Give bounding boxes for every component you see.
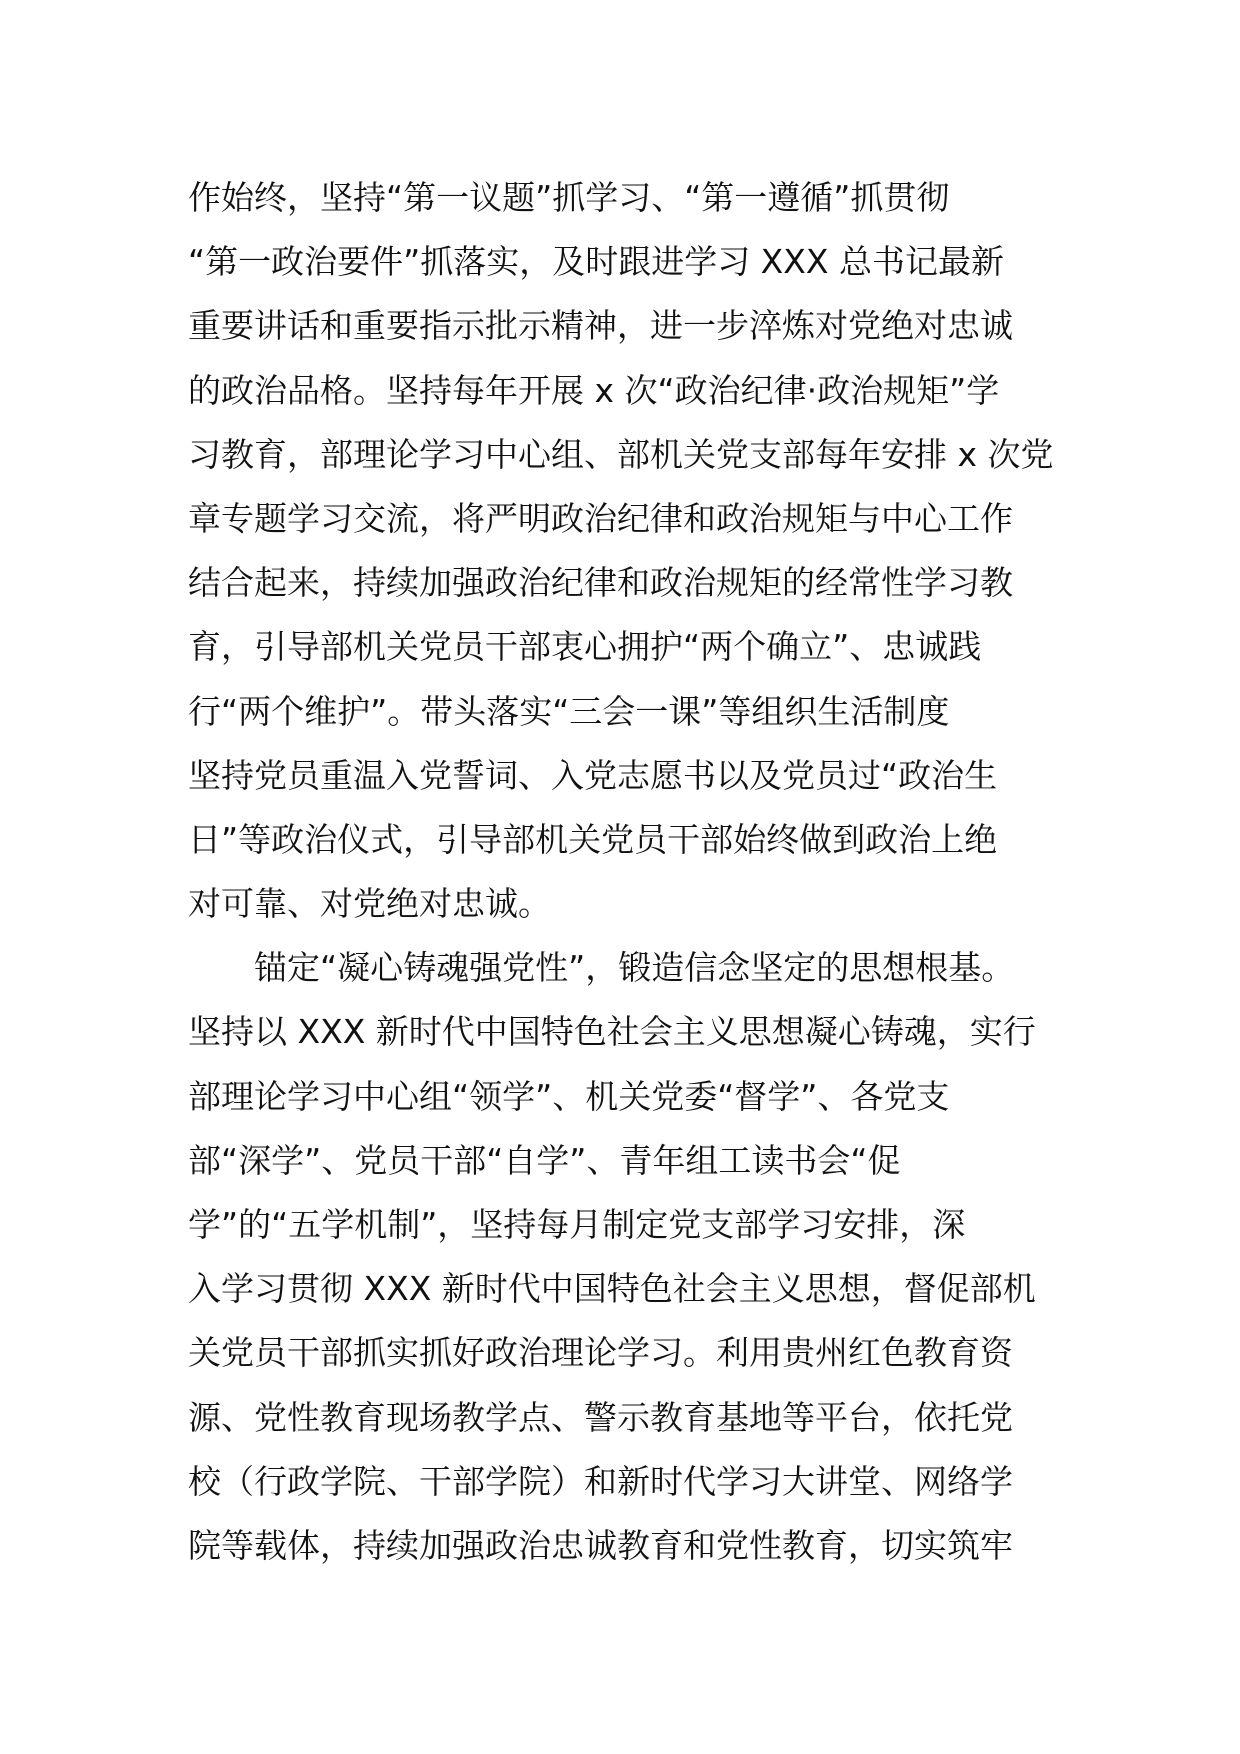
text-line: 部理论学习中心组“领学”、机关党委“督学”、各党支 bbox=[188, 1076, 950, 1116]
text-line: 部“深学”、党员干部“自学”、青年组工读书会“促 bbox=[188, 1140, 901, 1180]
text-line: 育，引导部机关党员干部衷心拥护“两个确立”、忠诚践 bbox=[188, 627, 982, 667]
text-line: 日”等政治仪式，引导部机关党员干部始终做到政治上绝 bbox=[188, 819, 998, 859]
text-line: 坚持党员重温入党誓词、入党志愿书以及党员过“政治生 bbox=[188, 755, 998, 795]
text-line: 重要讲话和重要指示批示精神，进一步淬炼对党绝对忠诚 bbox=[188, 306, 1013, 346]
text-line: 关党员干部抓实抓好政治理论学习。利用贵州红色教育资 bbox=[188, 1333, 1013, 1373]
text-line: “第一政治要件”抓落实，及时跟进学习 XXX 总书记最新 bbox=[188, 242, 1004, 282]
text-line: 对可靠、对党绝对忠诚。 bbox=[188, 884, 551, 924]
text-line: 作始终，坚持“第一议题”抓学习、“第一遵循”抓贯彻 bbox=[188, 178, 950, 217]
text-line: 习教育，部理论学习中心组、部机关党支部每年安排 x 次党 bbox=[188, 434, 1054, 474]
paragraph-heading-line: 锚定“凝心铸魂强党性”，锻造信念坚定的思想根基。 bbox=[254, 948, 1015, 988]
text-line: 结合起来，持续加强政治纪律和政治规矩的经常性学习教 bbox=[188, 563, 1013, 603]
body-text bbox=[188, 166, 1068, 1578]
text-line: 章专题学习交流，将严明政治纪律和政治规矩与中心工作 bbox=[188, 498, 1013, 538]
text-line: 源、党性教育现场教学点、警示教育基地等平台，依托党 bbox=[188, 1397, 1013, 1437]
text-line: 校（行政学院、干部学院）和新时代学习大讲堂、网络学 bbox=[188, 1461, 1013, 1501]
text-line: 坚持以 XXX 新时代中国特色社会主义思想凝心铸魂，实行 bbox=[188, 1012, 1036, 1052]
text-line: 行“两个维护”。带头落实“三会一课”等组织生活制度 bbox=[188, 691, 950, 731]
text-line: 的政治品格。坚持每年开展 x 次“政治纪律·政治规矩”学 bbox=[188, 370, 1000, 410]
text-line: 入学习贯彻 XXX 新时代中国特色社会主义思想，督促部机 bbox=[188, 1269, 1036, 1309]
text-line: 院等载体，持续加强政治忠诚教育和党性教育，切实筑牢 bbox=[188, 1525, 1013, 1565]
text-line: 学”的“五学机制”，坚持每月制定党支部学习安排，深 bbox=[188, 1205, 966, 1244]
